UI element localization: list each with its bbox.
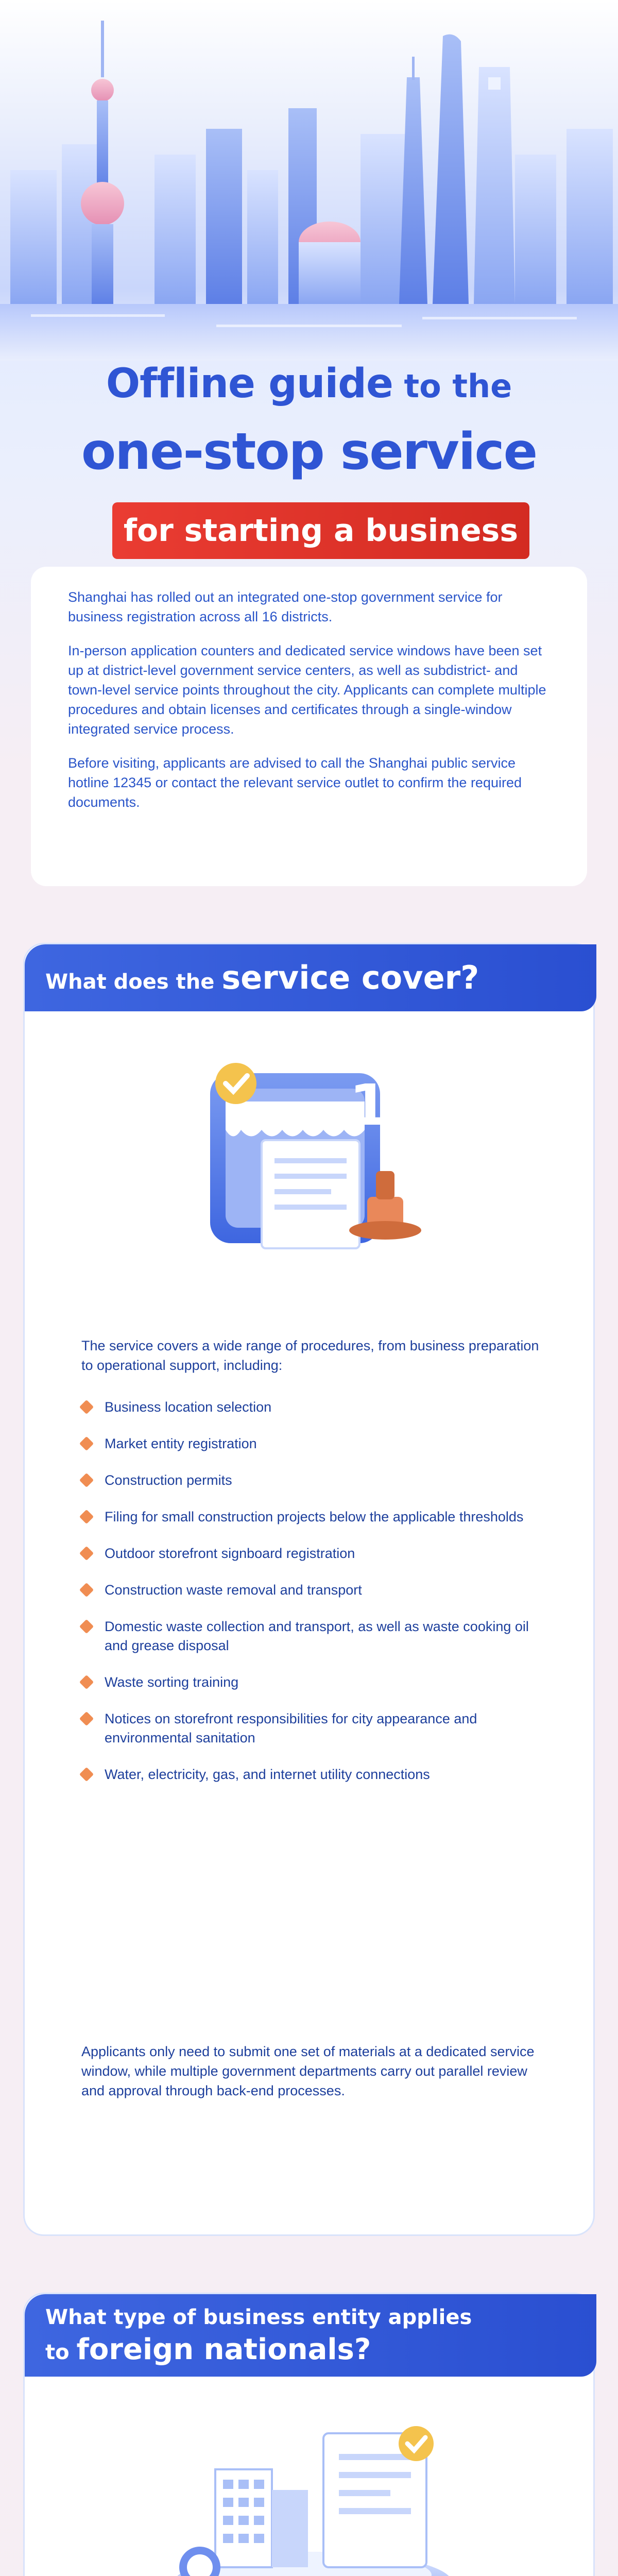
list-item-text: Domestic waste collection and transport, as well as waste cooking oil and grease disposal [105, 1619, 529, 1653]
intro-card [31, 567, 587, 886]
intro-paragraph: In-person application counters and dedicated service windows have been set up at district-level government service centers, as well as subdistrict- and town-level service points throughout the city. Applicants can complete multiple procedures and obtain licenses and certificates through a single-window integrated service process. [68, 643, 546, 737]
list-item-text: Market entity registration [105, 1436, 257, 1451]
list-item [81, 1471, 545, 1490]
title-line-1 [0, 361, 618, 407]
list-item-text: Construction permits [105, 1472, 232, 1488]
service-scope-card [23, 943, 595, 2236]
diamond-bullet-icon [79, 1436, 94, 1451]
section-heading-small: What type of business entity applies [45, 2306, 472, 2329]
diamond-bullet-icon [79, 1767, 94, 1782]
list-item [81, 1507, 545, 1527]
list-item [81, 1398, 545, 1417]
diamond-bullet-icon [79, 1711, 94, 1726]
intro-paragraph: Before visiting, applicants are advised to call the Shanghai public service hotline 12345 or contact the relevant service outlet to confirm the required documents. [68, 755, 522, 810]
diamond-bullet-icon [79, 1546, 94, 1561]
section-heading-small: to [45, 2341, 77, 2364]
service-scope-outro: Applicants only need to submit one set of materials at a dedicated service window, while multiple government departments carry out parallel review and approval through back-end processes. [81, 2044, 535, 2098]
list-item [81, 1544, 545, 1563]
title-to-the: to the [392, 367, 512, 405]
storefront-document-illustration [184, 1053, 437, 1269]
list-item [81, 1673, 545, 1692]
list-item [81, 1617, 545, 1655]
intro-paragraph: Shanghai has rolled out an integrated one-stop government service for business registration across all 16 districts. [68, 589, 503, 624]
business-entity-card [23, 2293, 595, 2576]
list-item-text: Waste sorting training [105, 1674, 239, 1690]
diamond-bullet-icon [79, 1619, 94, 1634]
diamond-bullet-icon [79, 1510, 94, 1524]
service-list [81, 1398, 545, 1802]
diamond-bullet-icon [79, 1583, 94, 1597]
title-line-3-banner: for starting a business [112, 502, 529, 559]
section-heading-big: service cover? [221, 959, 479, 996]
list-item [81, 1581, 545, 1600]
list-item [81, 1434, 545, 1453]
list-item-text: Water, electricity, gas, and internet utility connections [105, 1767, 430, 1782]
list-item-text: Filing for small construction projects below the applicable thresholds [105, 1509, 524, 1524]
title-offline-guide: Offline guide [106, 361, 393, 407]
section-header [25, 2294, 596, 2377]
hero-banner [0, 0, 618, 361]
section-heading-big: foreign nationals? [76, 2333, 371, 2366]
list-item-text: Construction waste removal and transport [105, 1582, 362, 1598]
section-header [25, 944, 596, 1011]
list-item-text: Business location selection [105, 1399, 272, 1415]
diamond-bullet-icon [79, 1400, 94, 1414]
diamond-bullet-icon [79, 1675, 94, 1689]
svg-text:1: 1 [349, 1072, 389, 1138]
service-scope-intro: The service covers a wide range of procedures, from business preparation to operational support, including: [81, 1338, 539, 1373]
list-item-text: Notices on storefront responsibilities for city appearance and environmental sanitation [105, 1711, 477, 1745]
diamond-bullet-icon [79, 1473, 94, 1487]
section-heading-small: What does the [45, 970, 222, 994]
shanghai-skyline-illustration [0, 0, 618, 361]
foreign-enterprise-illustration [159, 2413, 468, 2576]
list-item [81, 1709, 545, 1748]
list-item [81, 1765, 545, 1784]
list-item-text: Outdoor storefront signboard registration [105, 1546, 355, 1561]
title-line-2: one-stop service [81, 422, 537, 481]
